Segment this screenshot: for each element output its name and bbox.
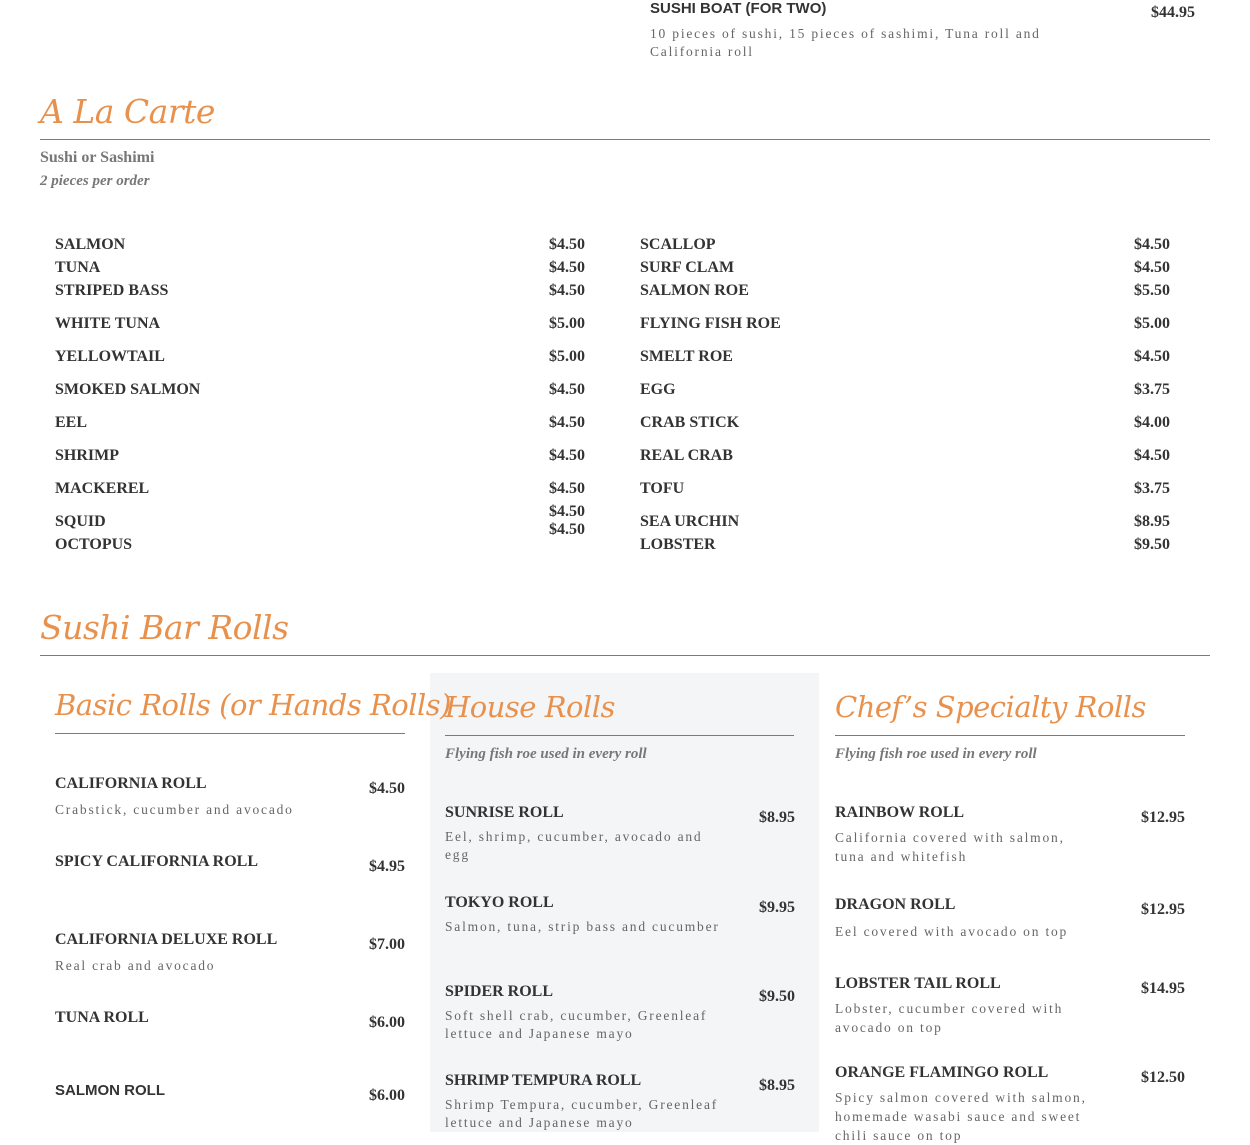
roll-description: Spicy salmon covered with salmon, homemade wasabi sauce and sweet chili sauce on top <box>835 1090 1087 1143</box>
a-la-carte-item-name: TOFU <box>640 480 685 497</box>
roll-name: DRAGON ROLL <box>835 896 956 913</box>
a-la-carte-item-name: WHITE TUNA <box>55 315 161 332</box>
roll-price: $6.00 <box>369 1014 405 1031</box>
roll-price: $12.95 <box>1141 901 1185 918</box>
a-la-carte-item-name: SCALLOP <box>640 236 716 253</box>
roll-name: SUNRISE ROLL <box>445 804 564 821</box>
section-note: 2 pieces per order <box>40 173 150 189</box>
a-la-carte-item-price: $4.50 <box>549 236 585 253</box>
roll-price: $9.95 <box>759 899 795 916</box>
roll-price: $14.95 <box>1141 980 1185 997</box>
basic-rolls-divider <box>55 733 405 734</box>
a-la-carte-item-name: EEL <box>55 414 88 431</box>
roll-description: Shrimp Tempura, cucumber, Greenleaf lettuce and Japanese mayo <box>445 1097 719 1130</box>
basic-rolls-title: Basic Rolls (or Hands Rolls) <box>55 688 451 722</box>
a-la-carte-item-price: $4.50 <box>1134 236 1170 253</box>
a-la-carte-item-name: SMELT ROE <box>640 348 733 365</box>
roll-price: $7.00 <box>369 936 405 953</box>
a-la-carte-item-name: FLYING FISH ROE <box>640 315 781 332</box>
roll-name: SALMON ROLL <box>55 1082 165 1099</box>
roll-price: $4.50 <box>369 780 405 797</box>
a-la-carte-item-price: $5.00 <box>1134 315 1170 332</box>
house-rolls-title: House Rolls <box>445 690 615 724</box>
roll-description: Eel covered with avocado on top <box>835 924 1069 939</box>
roll-name: CALIFORNIA ROLL <box>55 775 207 792</box>
section-divider <box>40 139 1210 140</box>
a-la-carte-item-name: OCTOPUS <box>55 536 133 553</box>
a-la-carte-item-price: $4.50 <box>549 282 585 299</box>
menu-item-description: 10 pieces of sushi, 15 pieces of sashimi, Tuna roll and California roll <box>650 26 1041 59</box>
roll-description: Crabstick, cucumber and avocado <box>55 802 294 817</box>
roll-name: RAINBOW ROLL <box>835 804 965 821</box>
roll-price: $12.50 <box>1141 1069 1185 1086</box>
a-la-carte-item-price: $5.00 <box>549 348 585 365</box>
roll-description: Lobster, cucumber covered with avocado on top <box>835 1001 1064 1035</box>
section-title: Sushi Bar Rolls <box>40 608 289 647</box>
roll-description: Real crab and avocado <box>55 958 216 973</box>
a-la-carte-item-name: SQUID <box>55 513 106 530</box>
roll-name: ORANGE FLAMINGO ROLL <box>835 1064 1049 1081</box>
roll-description: Eel, shrimp, cucumber, avocado and egg <box>445 829 703 862</box>
menu-item-name: SUSHI BOAT (FOR TWO) <box>650 0 827 17</box>
roll-price: $8.95 <box>759 1077 795 1094</box>
a-la-carte-item-name: CRAB STICK <box>640 414 740 431</box>
a-la-carte-item-price: $8.95 <box>1134 513 1170 530</box>
roll-price: $6.00 <box>369 1087 405 1104</box>
a-la-carte-item-price: $4.50 <box>1134 259 1170 276</box>
a-la-carte-item-name: STRIPED BASS <box>55 282 169 299</box>
roll-name: SHRIMP TEMPURA ROLL <box>445 1072 642 1089</box>
roll-name: CALIFORNIA DELUXE ROLL <box>55 931 278 948</box>
roll-name: LOBSTER TAIL ROLL <box>835 975 1001 992</box>
roll-description: Soft shell crab, cucumber, Greenleaf lettuce and Japanese mayo <box>445 1008 708 1041</box>
chef-rolls-title: Chef’s Specialty Rolls <box>835 690 1146 724</box>
a-la-carte-item-price: $9.50 <box>1134 536 1170 553</box>
roll-name: SPIDER ROLL <box>445 983 554 1000</box>
house-rolls-note: Flying fish roe used in every roll <box>445 746 647 762</box>
a-la-carte-item-price: $4.00 <box>1134 414 1170 431</box>
roll-price: $12.95 <box>1141 809 1185 826</box>
roll-price: $4.95 <box>369 858 405 875</box>
a-la-carte-item-name: EGG <box>640 381 676 398</box>
a-la-carte-item-price: $4.50 <box>549 381 585 398</box>
chef-rolls-note: Flying fish roe used in every roll <box>835 746 1037 762</box>
a-la-carte-item-name: MACKEREL <box>55 480 150 497</box>
a-la-carte-item-name: SALMON <box>55 236 126 253</box>
a-la-carte-item-name: YELLOWTAIL <box>55 348 165 365</box>
a-la-carte-item-price: $4.50 <box>549 259 585 276</box>
a-la-carte-item-price: $3.75 <box>1134 381 1170 398</box>
a-la-carte-item-price: $4.50 <box>549 447 585 464</box>
roll-description: Salmon, tuna, strip bass and cucumber <box>445 919 720 934</box>
section-title: A La Carte <box>40 92 215 131</box>
a-la-carte-item-price: $4.50 <box>549 503 585 520</box>
menu-item-price: $44.95 <box>1151 4 1195 21</box>
roll-price: $8.95 <box>759 809 795 826</box>
roll-name: TUNA ROLL <box>55 1009 149 1026</box>
a-la-carte-item-name: SURF CLAM <box>640 259 735 276</box>
a-la-carte-item-price: $4.50 <box>1134 447 1170 464</box>
roll-description: California covered with salmon, tuna and whitefish <box>835 830 1065 864</box>
a-la-carte-item-name: SMOKED SALMON <box>55 381 201 398</box>
section-divider <box>40 655 1210 656</box>
house-rolls-divider <box>445 735 794 736</box>
a-la-carte-item-price: $5.00 <box>549 315 585 332</box>
chef-rolls-divider <box>835 735 1185 736</box>
a-la-carte-item-price: $4.50 <box>549 521 585 538</box>
a-la-carte-item-price: $3.75 <box>1134 480 1170 497</box>
section-subtitle: Sushi or Sashimi <box>40 149 155 166</box>
roll-price: $9.50 <box>759 988 795 1005</box>
a-la-carte-item-price: $4.50 <box>549 414 585 431</box>
a-la-carte-item-name: REAL CRAB <box>640 447 733 464</box>
a-la-carte-item-name: TUNA <box>55 259 101 276</box>
a-la-carte-item-price: $4.50 <box>1134 348 1170 365</box>
a-la-carte-item-price: $5.50 <box>1134 282 1170 299</box>
a-la-carte-item-name: SHRIMP <box>55 447 119 464</box>
a-la-carte-item-name: SALMON ROE <box>640 282 749 299</box>
a-la-carte-item-name: LOBSTER <box>640 536 716 553</box>
roll-name: TOKYO ROLL <box>445 894 554 911</box>
a-la-carte-item-price: $4.50 <box>549 480 585 497</box>
a-la-carte-item-name: SEA URCHIN <box>640 513 740 530</box>
roll-name: SPICY CALIFORNIA ROLL <box>55 853 258 870</box>
